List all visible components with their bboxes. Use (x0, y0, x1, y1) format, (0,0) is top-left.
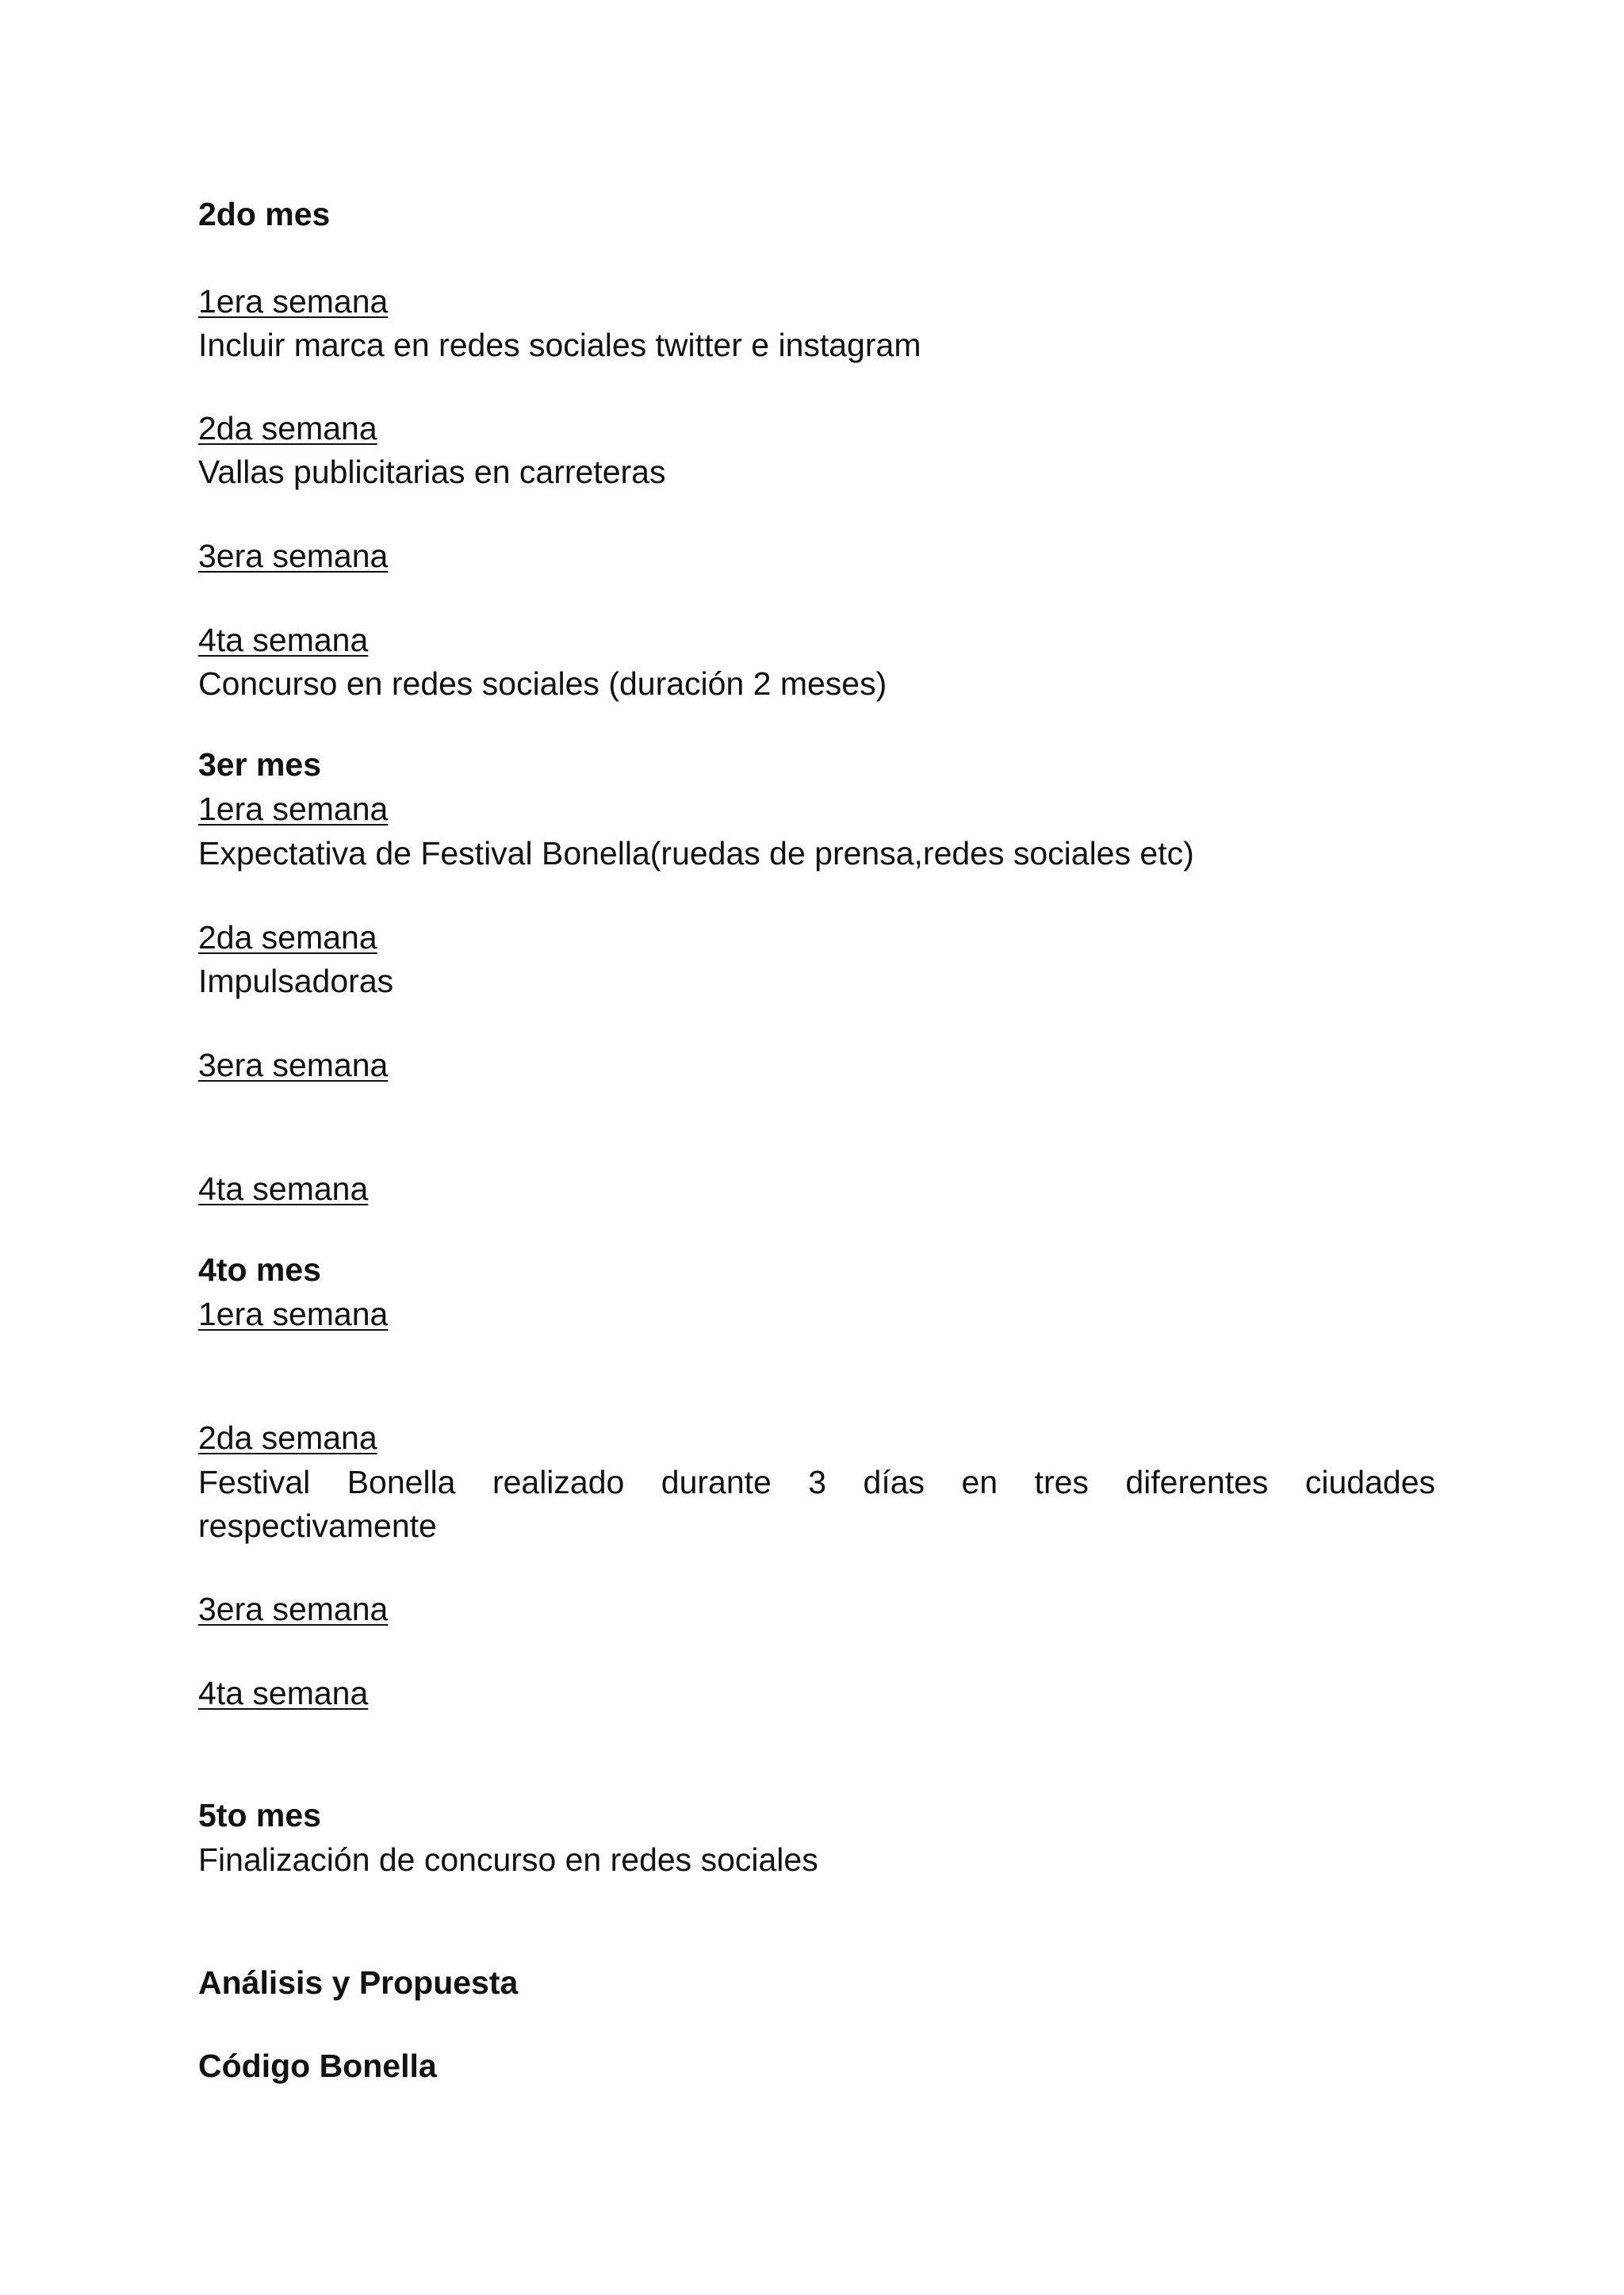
month-2-week-4-text: Concurso en redes sociales (duración 2 meses) (198, 665, 887, 702)
month-5-heading: 5to mes (198, 1797, 321, 1833)
month-3-week-4-label: 4ta semana (198, 1170, 369, 1207)
month-5-text: Finalización de concurso en redes sociales (198, 1841, 818, 1878)
month-2-heading: 2do mes (198, 196, 331, 232)
month-3-week-2-text: Impulsadoras (198, 963, 394, 999)
month-3-heading: 3er mes (198, 746, 322, 783)
code-heading: Código Bonella (198, 2048, 437, 2084)
month-4-week-3-label: 3era semana (198, 1591, 389, 1627)
month-4-week-1-label: 1era semana (198, 1296, 389, 1332)
analysis-heading: Análisis y Propuesta (198, 1964, 519, 2001)
month-2-week-4-label: 4ta semana (198, 622, 369, 658)
month-2-week-2-label: 2da semana (198, 410, 377, 446)
month-4-week-2-text-line-2: respectivamente (198, 1508, 437, 1544)
month-3-week-1-label: 1era semana (198, 791, 389, 827)
month-3-week-1-text: Expectativa de Festival Bonella(ruedas de prensa,redes sociales etc) (198, 835, 1194, 872)
month-2-week-1-text: Incluir marca en redes sociales twitter e instagram (198, 327, 921, 363)
month-2-week-2-text: Vallas publicitarias en carreteras (198, 454, 666, 490)
month-4-week-4-label: 4ta semana (198, 1675, 369, 1711)
month-3-week-2-label: 2da semana (198, 919, 377, 956)
month-4-week-2-text-line-1: Festival Bonella realizado durante 3 días en tres diferentes ciudades (198, 1464, 1435, 1500)
month-2-week-1-label: 1era semana (198, 283, 389, 320)
month-2-week-3-label: 3era semana (198, 538, 389, 574)
month-3-week-3-label: 3era semana (198, 1047, 389, 1083)
month-4-week-2-label: 2da semana (198, 1420, 377, 1456)
month-4-heading: 4to mes (198, 1251, 321, 1288)
